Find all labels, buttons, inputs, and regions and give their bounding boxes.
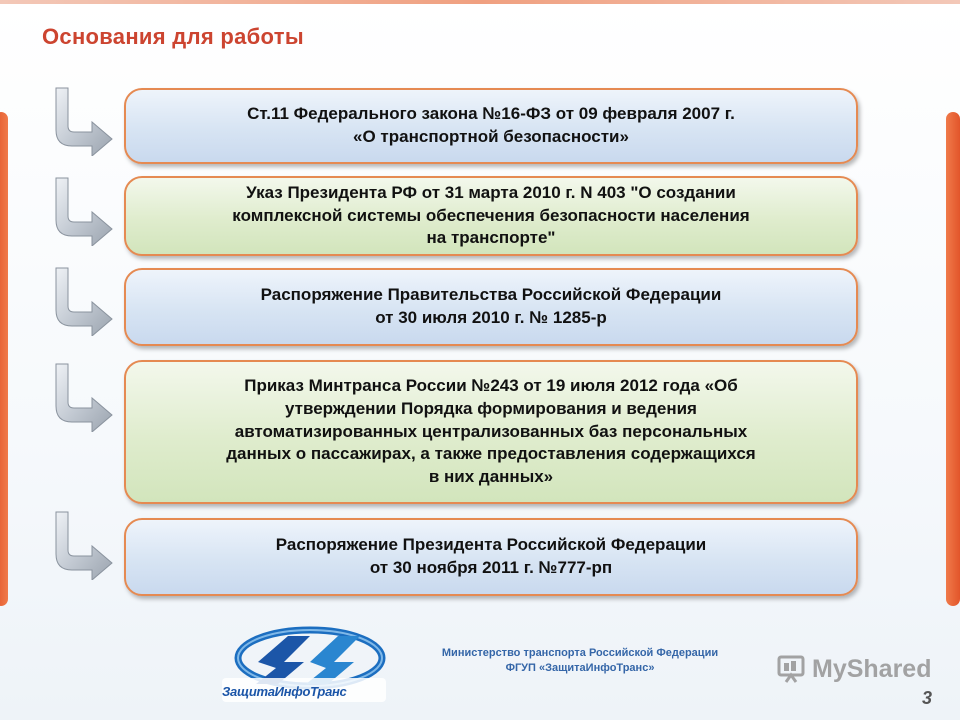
bent-arrow-icon [50,266,116,336]
basis-item-text: Указ Президента РФ от 31 марта 2010 г. N 403 "О создании комплексной системы обеспечения безопасности населения на транспорте" [232,182,750,248]
footer-line-ministry: Министерство транспорта Российской Федерации [441,647,719,659]
top-accent-line [0,0,960,4]
bent-arrow-icon [50,176,116,246]
basis-item-1 [124,88,858,164]
right-accent-bar [946,112,960,606]
basis-item-text: Распоряжение Президента Российской Федерации от 30 ноября 2011 г. №777-рп [275,535,707,577]
basis-item-text: Приказ Минтранса России №243 от 19 июля 2012 года «Об утверждении Порядка формирования и ведения автоматизированных централизованных баз персональных данных о пассажирах, а также предоставления содержащихся в них данных» [226,375,756,487]
company-logo [218,622,390,714]
basis-item-4 [124,360,858,504]
basis-item-text: Распоряжение Правительства Российской Федерации от 30 июля 2010 г. № 1285-р [260,285,722,327]
watermark [776,654,931,684]
left-accent-bar [0,112,8,606]
presentation-board-icon [776,654,806,684]
bent-arrow-icon [50,362,116,432]
basis-item-text: Ст.11 Федерального закона №16-ФЗ от 09 февраля 2007 г. «О транспортной безопасности» [247,104,735,146]
slide-title: Основания для работы [42,24,304,49]
footer-organization [390,646,770,676]
page-number: 3 [922,688,933,708]
basis-item-5 [124,518,858,596]
basis-item-2 [124,176,858,256]
basis-item-3 [124,268,858,346]
footer-line-company: ФГУП «ЗащитаИнфоТранс» [505,661,655,674]
logo-text: ЗащитаИнфоТранс [222,684,347,699]
bent-arrow-icon [50,510,116,580]
bent-arrow-icon [50,86,116,156]
watermark-text: MyShared [812,654,932,683]
